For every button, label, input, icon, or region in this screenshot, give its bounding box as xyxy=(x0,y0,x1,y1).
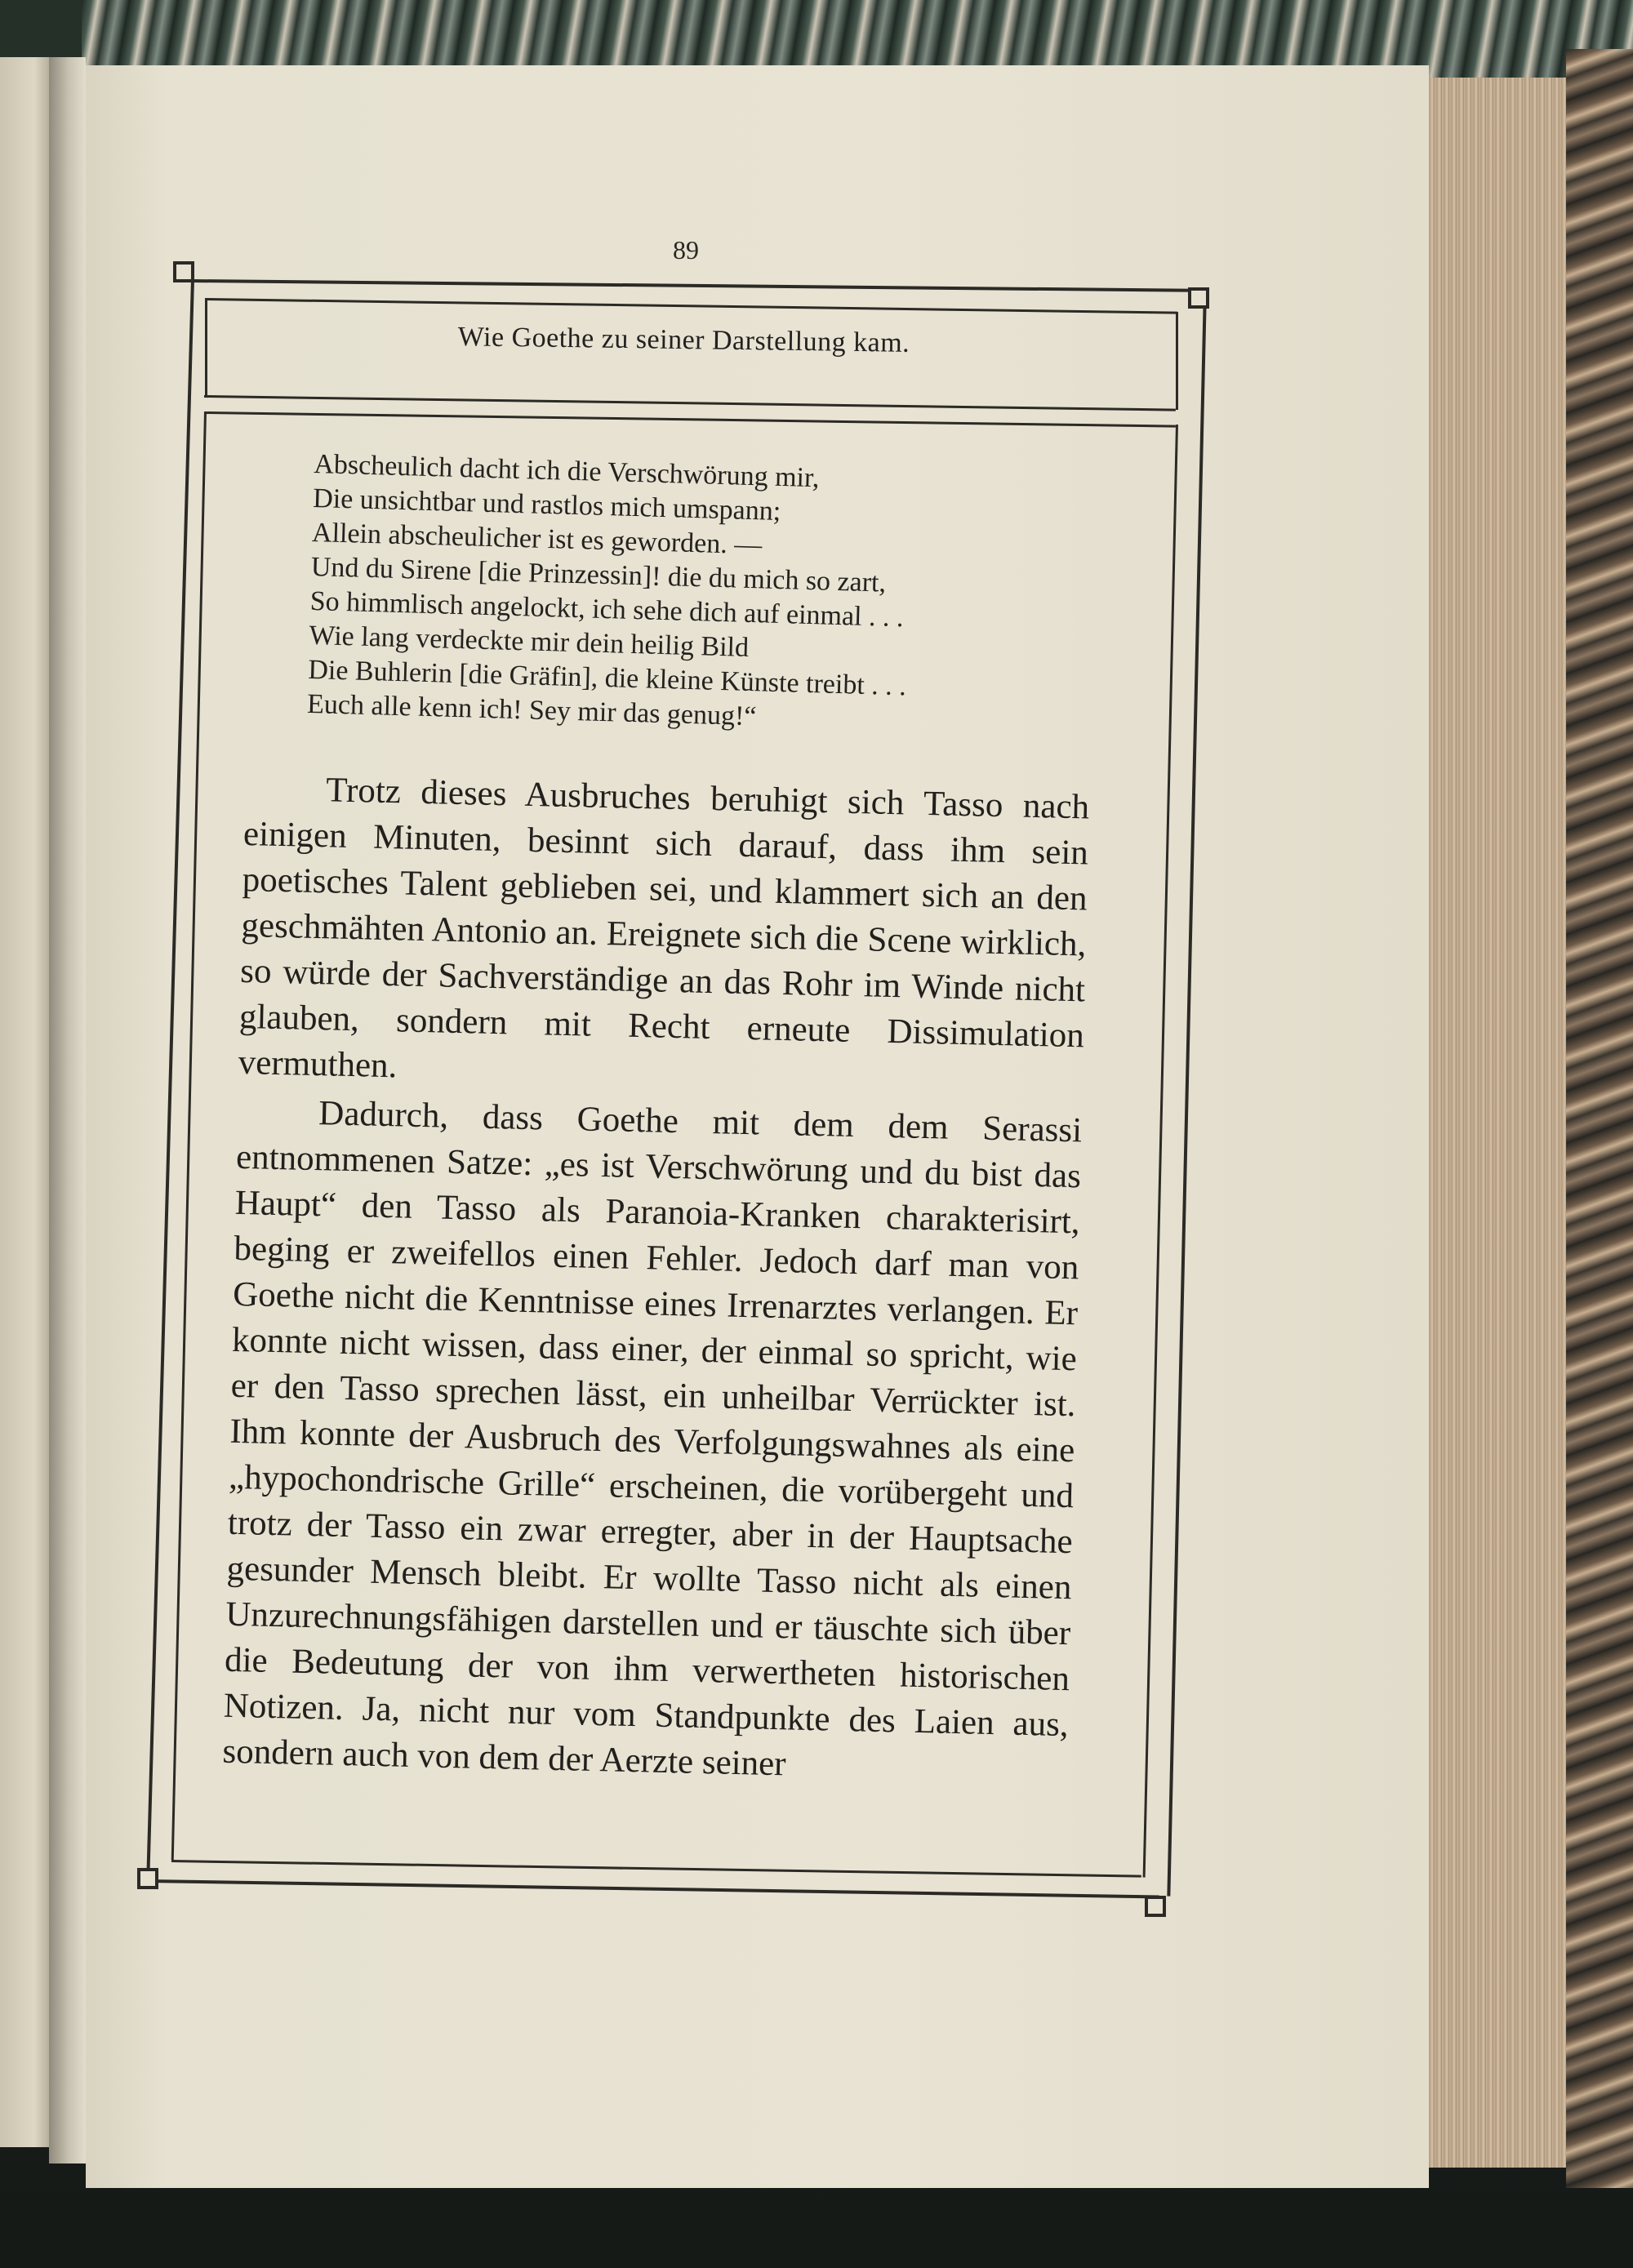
verse-line: Euch alle kenn ich! Sey mir das genug!“ xyxy=(306,688,757,732)
verse-line: Und du Sirene [die Prinzessin]! die du mich so zart, xyxy=(310,551,887,598)
verse-line: Allein abscheulicher ist es geworden. — xyxy=(311,517,763,561)
verse-line: So himmlisch angelockt, ich sehe dich auf einmal . . . xyxy=(309,585,905,634)
paragraph: Trotz dieses Ausbruches beruhigt sich Tasso nach einigen Minuten, besinnt sich darauf, dass ihm sein poetisches Talent geblieben sei, und klammert sich an den geschmähten Antonio an. Ereignete sich die Scene wirklich, so würde der Sachverständige an das Rohr im Winde nicht glauben, sondern mit Recht erneute Dissimulation vermuthen. xyxy=(238,771,1090,1086)
frame-corner-bottom-left xyxy=(137,1868,158,1889)
frame-header-right xyxy=(1176,312,1178,410)
verse-quotation xyxy=(307,447,1131,745)
book-gutter xyxy=(49,57,86,2163)
body-text xyxy=(222,766,1090,1797)
frame-corner-top-right xyxy=(1188,287,1209,309)
verse-line: Die Buhlerin [die Gräfin], die kleine Künste treibt . . . xyxy=(307,654,907,702)
left-facing-page xyxy=(0,57,49,2147)
verse-line: Abscheulich dacht ich die Verschwörung mir, xyxy=(313,448,820,494)
page-number: 89 xyxy=(673,235,699,265)
paragraph: Dadurch, dass Goethe mit dem dem Serassi entnommenen Satze: „es ist Verschwörung und du bist das Haupt“ den Tasso als Paranoia-Kranken charakterisirt, beging er zweifellos einen Fehler. Jedoch darf man von Goethe nicht die Kenntnisse eines Irrenarztes verlangen. Er konnte nicht wissen, dass einer, der einmal so spricht, wie er den Tasso sprechen lässt, ein unheilbar Verrückter ist. Ihm konnte der Ausbruch des Verfolgungswahnes als eine „hypochondrische Grille“ erscheinen, die vorübergeht und trotz der Tasso ein zwar erregter, aber in der Hauptsache gesunder Mensch bleibt. Er wollte Tasso nicht als einen Unzurechnungsfähigen darstellen und er täuschte sich über die Bedeutung der von ihm verwertheten historischen Notizen. Ja, nicht nur vom Standpunkte des Laien aus, sondern auch von dem der Aerzte seiner xyxy=(222,1094,1083,1784)
frame-corner-top-left xyxy=(173,261,194,282)
frame-header-left xyxy=(205,298,207,396)
marbled-cover-edge xyxy=(1566,49,1633,2188)
verse-line: Wie lang verdeckte mir dein heilig Bild xyxy=(309,620,750,663)
verse-line: Die unsichtbar und rastlos mich umspann; xyxy=(312,483,781,527)
page-block-edge xyxy=(1427,78,1566,2168)
frame-corner-bottom-right xyxy=(1145,1896,1166,1917)
running-head: Wie Goethe zu seiner Darstellung kam. xyxy=(457,322,910,358)
